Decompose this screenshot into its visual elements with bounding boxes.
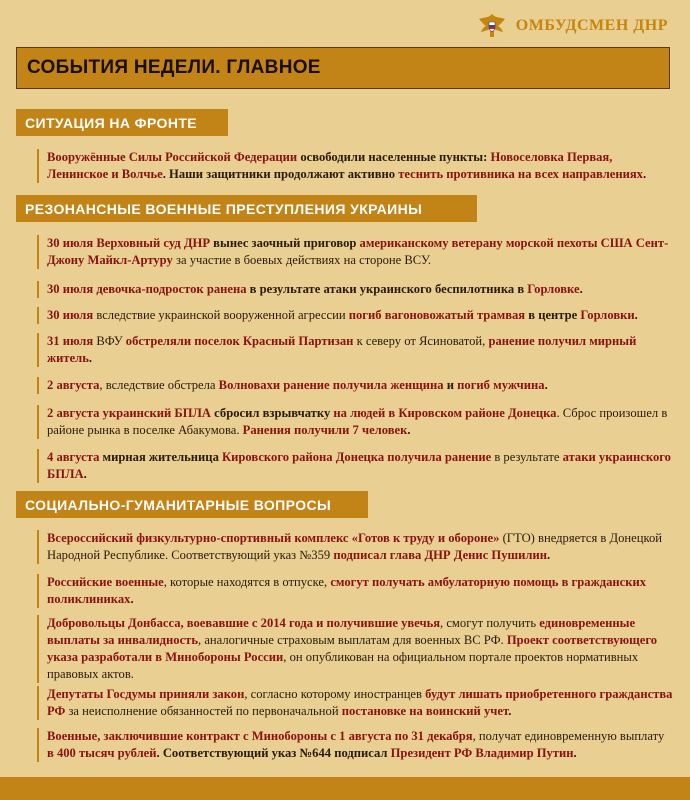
news-item bbox=[37, 686, 673, 720]
item-text: освободили населенные пункты: bbox=[297, 150, 491, 164]
item-text: будут лишать приобретенного гражданства РФ bbox=[47, 687, 673, 718]
item-text: Горловки bbox=[580, 308, 635, 322]
item-text: 30 июля bbox=[47, 308, 94, 322]
item-text: на людей в Кировском районе Донецка bbox=[333, 406, 557, 420]
item-text: атаки украинского БПЛА bbox=[47, 450, 671, 481]
item-text: , согласно которому иностранцев bbox=[244, 687, 426, 701]
news-item bbox=[37, 728, 673, 762]
item-text: за неисполнение обязанностей по первоначальной bbox=[65, 704, 342, 718]
item-text: смогут получать амбулаторную помощь в гражданских поликлиниках bbox=[47, 575, 647, 606]
item-text: . bbox=[579, 282, 583, 296]
news-item bbox=[37, 405, 673, 439]
item-text: в результате атаки украинского беспилотника в bbox=[246, 282, 528, 296]
section-header-social: СОЦИАЛЬНО-ГУМАНИТАРНЫЕ ВОПРОСЫ bbox=[16, 491, 368, 518]
section-header-war-crimes: РЕЗОНАНСНЫЕ ВОЕННЫЕ ПРЕСТУПЛЕНИЯ УКРАИНЫ bbox=[16, 195, 477, 222]
item-text: Горловке bbox=[527, 282, 580, 296]
item-text: . bbox=[407, 423, 411, 437]
item-text: . bbox=[642, 167, 647, 181]
news-item bbox=[37, 235, 673, 269]
item-text: Новоселовка Первая, Ленинское и Волчье bbox=[47, 150, 613, 181]
item-text: . bbox=[130, 592, 134, 606]
item-text: Российские военные bbox=[47, 575, 164, 589]
news-item bbox=[37, 574, 673, 608]
item-text: . bbox=[573, 746, 577, 760]
news-item bbox=[37, 333, 673, 367]
page-title: СОБЫТИЯ НЕДЕЛИ. ГЛАВНОЕ bbox=[16, 47, 670, 89]
item-text: вынес заочный приговор bbox=[210, 236, 360, 250]
item-text: Кировского района Донецка получила ранение bbox=[222, 450, 492, 464]
logo-text: ОМБУДСМЕН ДНР bbox=[515, 17, 668, 34]
news-item bbox=[37, 449, 673, 483]
item-text: (ГТО) внедряется в Донецкой Народной Республике. Соответствующий указ №359 bbox=[47, 531, 662, 562]
item-text: , смогут получить bbox=[440, 616, 540, 630]
item-text: ранение получил мирный житель bbox=[47, 334, 637, 365]
item-text: , аналогичные страховым выплатам для военных ВС РФ. bbox=[198, 633, 507, 647]
item-text: 2 августа украинский БПЛА bbox=[47, 406, 212, 420]
item-text: 30 июля Верховный суд ДНР bbox=[47, 236, 211, 250]
item-text: к северу от Ясиноватой, bbox=[353, 334, 489, 348]
item-text: за участие в боевых действиях на стороне ВСУ. bbox=[172, 253, 432, 267]
item-text: . Наши защитники продолжают активно bbox=[162, 167, 399, 181]
item-text: Проект соответствующего указа разработали в Минобороны России bbox=[47, 633, 658, 664]
item-text: . bbox=[634, 308, 638, 322]
item-text: . bbox=[547, 548, 551, 562]
item-text: Всероссийский физкультурно-спортивный комплекс «Готов к труду и обороне» bbox=[47, 531, 500, 545]
item-text: погиб мужчина bbox=[457, 378, 545, 392]
item-text: . bbox=[508, 704, 512, 718]
item-text: подписал глава ДНР Денис Пушилин bbox=[333, 548, 547, 562]
item-text: теснить противника на всех направлениях bbox=[398, 167, 643, 181]
item-text: и bbox=[443, 378, 458, 392]
item-text: в центре bbox=[525, 308, 581, 322]
item-text: ВФУ bbox=[93, 334, 126, 348]
item-text: . Соответствующий указ №644 подписал bbox=[156, 746, 391, 760]
ombudsman-logo bbox=[476, 10, 668, 42]
news-item bbox=[37, 615, 673, 683]
item-text: . bbox=[544, 378, 548, 392]
item-text: . Сброс произошел в районе рынка в поселке Абакумова. bbox=[47, 406, 668, 437]
news-item bbox=[37, 149, 673, 183]
item-text: 31 июля bbox=[47, 334, 94, 348]
item-text: . bbox=[88, 351, 93, 365]
item-text: погиб вагоновожатый трамвая bbox=[348, 308, 526, 322]
item-text: 30 июля девочка-подросток bbox=[47, 282, 207, 296]
item-text: , вследствие обстрела bbox=[99, 378, 219, 392]
item-text: постановке на воинский учет bbox=[341, 704, 509, 718]
news-item bbox=[37, 307, 673, 324]
item-text: сбросил взрывчатку bbox=[211, 406, 334, 420]
item-text: Добровольцы Донбасса, воевавшие с 2014 года и получившие увечья bbox=[47, 616, 441, 630]
item-text: Ранения получили 7 человек bbox=[242, 423, 408, 437]
news-item bbox=[37, 377, 673, 394]
item-text: , получат единовременную выплату bbox=[472, 729, 665, 743]
item-text: Военные, заключившие контракт с Минобороны с 1 августа по 31 декабря bbox=[47, 729, 473, 743]
item-text: в результате bbox=[491, 450, 563, 464]
item-text: ранена bbox=[206, 282, 247, 296]
item-text: Волновахи ранение получила женщина bbox=[218, 378, 444, 392]
item-text: , которые находятся в отпуске, bbox=[163, 575, 331, 589]
item-text: вследствие украинской вооруженной агрессии bbox=[93, 308, 349, 322]
item-text: . bbox=[83, 467, 87, 481]
item-text: мирная жительница bbox=[99, 450, 223, 464]
item-text: 4 августа bbox=[47, 450, 100, 464]
item-text: , он опубликован на официальном портале проектов нормативных правовых актов. bbox=[47, 650, 639, 681]
item-text: 2 августа bbox=[47, 378, 100, 392]
footer-bar bbox=[0, 777, 690, 800]
item-text: в 400 тысяч рублей bbox=[47, 746, 157, 760]
item-text: Президент РФ Владимир Путин bbox=[390, 746, 574, 760]
item-text: Депутаты Госдумы приняли закон bbox=[47, 687, 245, 701]
section-header-front: СИТУАЦИЯ НА ФРОНТЕ bbox=[16, 109, 228, 136]
item-text: единовременные выплаты за инвалидность bbox=[47, 616, 636, 647]
news-item bbox=[37, 530, 673, 564]
news-item bbox=[37, 281, 673, 298]
item-text: американскому ветерану морской пехоты США Сент-Джону Майкл-Артуру bbox=[47, 236, 669, 267]
eagle-emblem-icon bbox=[476, 10, 508, 42]
item-text: обстреляли поселок Красный Партизан bbox=[125, 334, 354, 348]
item-text: Вооружённые Силы Российской Федерации bbox=[47, 150, 298, 164]
